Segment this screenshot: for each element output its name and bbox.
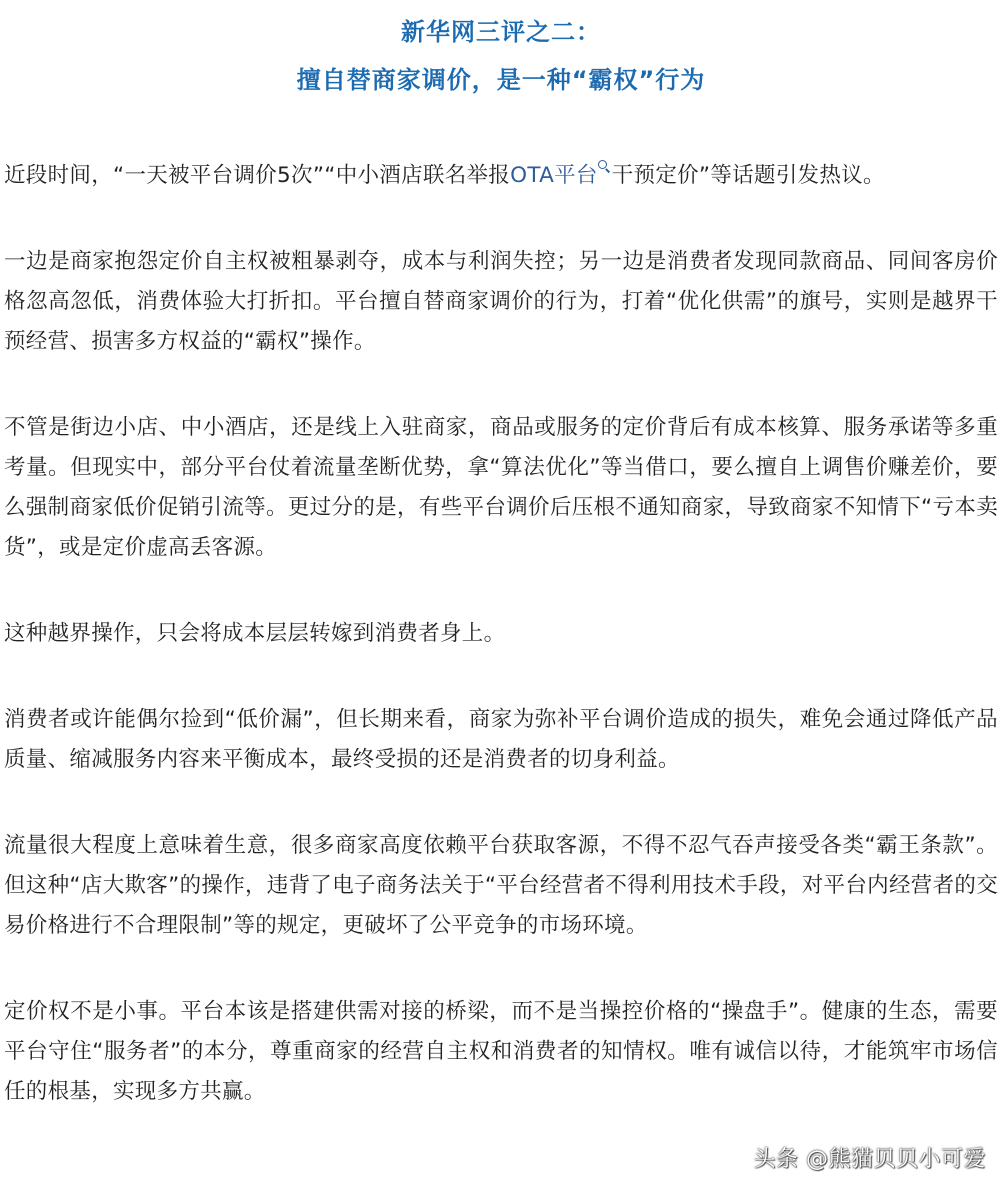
paragraph-1-text-start: 近段时间，“一天被平台调价5次”“中小酒店联名举报 [4,163,511,188]
paragraph-5: 消费者或许能偶尔捡到“低价漏”，但长期来看，商家为弥补平台调价造成的损失，难免会通过降低产品质量、缩减服务内容来平衡成本，最终受损的还是消费者的切身利益。 [4,707,998,772]
search-icon[interactable] [598,160,610,174]
paragraph-1-text-end: 干预定价”等话题引发热议。 [611,163,885,188]
ota-platform-link[interactable]: OTA平台 [510,163,598,188]
title-line-1: 新华网三评之二： [401,18,601,46]
paragraph-6: 流量很大程度上意味着生意，很多商家高度依赖平台获取客源，不得不忍气吞声接受各类“霸王条款”。但这种“店大欺客”的操作，违背了电子商务法关于“平台经营者不得利用技术手段，对平台内经营者的交易价格进行不合理限制”等的规定，更破坏了公平竞争的市场环境。 [4,833,998,938]
watermark: 头条 @熊猫贝贝小可爱 [753,1147,986,1172]
paragraph-1 [4,156,998,196]
paragraph-3: 不管是街边小店、中小酒店，还是线上入驻商家，商品或服务的定价背后有成本核算、服务承诺等多重考量。但现实中，部分平台仗着流量垄断优势，拿“算法优化”等当借口，要么擅自上调售价赚差价，要么强制商家低价促销引流等。更过分的是，有些平台调价后压根不通知商家，导致商家不知情下“亏本卖货”，或是定价虚高丢客源。 [4,415,998,560]
paragraph-4: 这种越界操作，只会将成本层层转嫁到消费者身上。 [4,621,506,646]
paragraph-7: 定价权不是小事。平台本该是搭建供需对接的桥梁，而不是当操控价格的“操盘手”。健康的生态，需要平台守住“服务者”的本分，尊重商家的经营自主权和消费者的知情权。唯有诚信以待，才能筑牢市场信任的根基，实现多方共赢。 [4,999,998,1104]
article-title [4,8,998,104]
title-line-2: 擅自替商家调价，是一种“霸权”行为 [296,66,706,94]
paragraph-2: 一边是商家抱怨定价自主权被粗暴剥夺，成本与利润失控；另一边是消费者发现同款商品、同间客房价格忽高忽低，消费体验大打折扣。平台擅自替商家调价的行为，打着“优化供需”的旗号，实则是越界干预经营、损害多方权益的“霸权”操作。 [4,249,998,354]
